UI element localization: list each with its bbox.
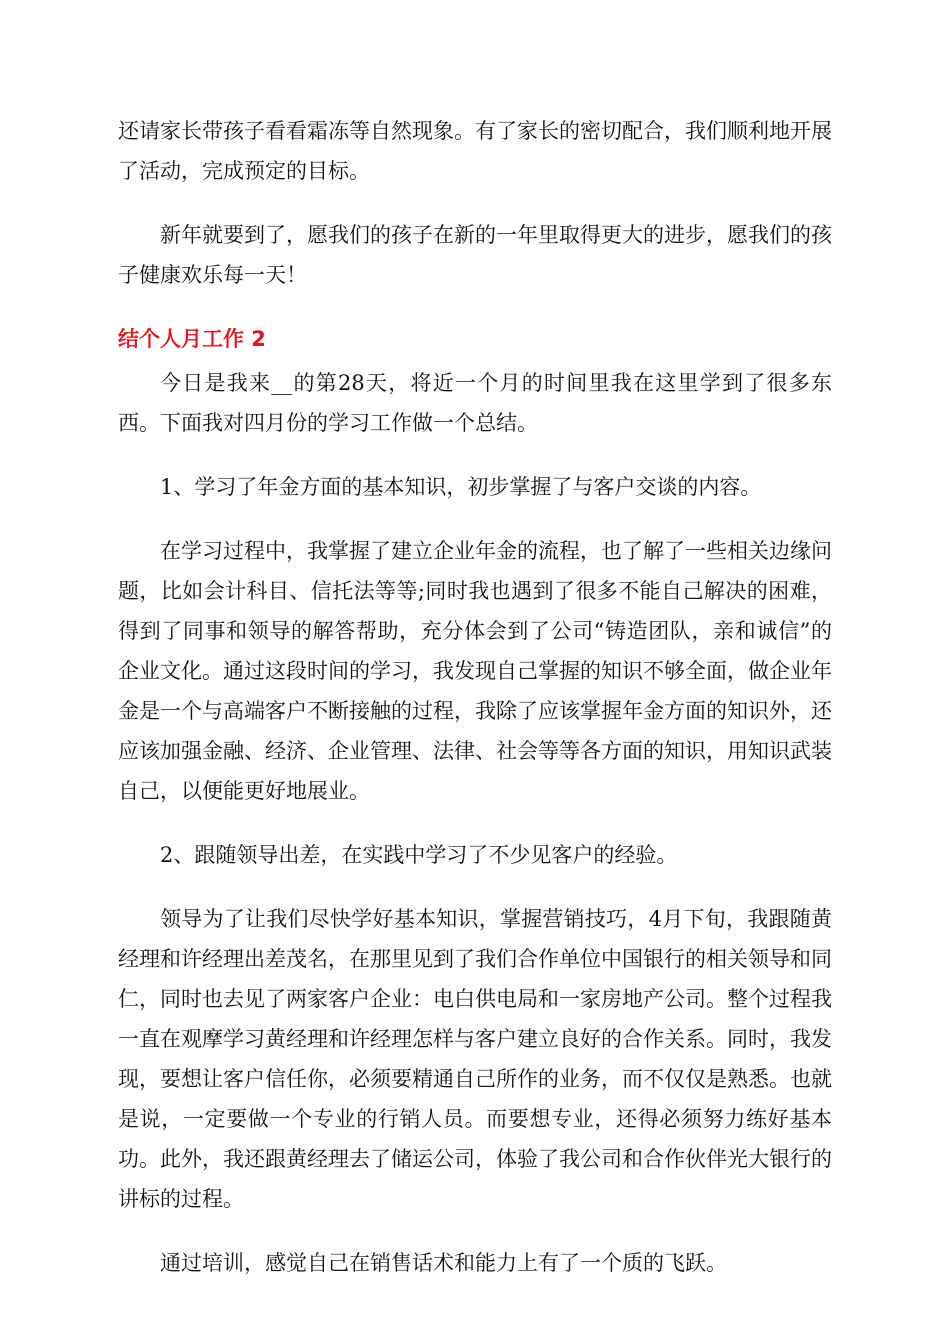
section-heading: 结个人月工作 2 [118, 327, 266, 351]
paragraph-intro: 今日是我来__的第28天，将近一个月的时间里我在这里学到了很多东西。下面我对四月份的学习工作做一个总结。 [118, 371, 832, 435]
paragraph-continuation: 还请家长带孩子看看霜冻等自然现象。有了家长的密切配合，我们顺利地开展了活动，完成预定的目标。 [118, 119, 832, 183]
document-body [118, 111, 832, 1307]
paragraph-training-result: 通过培训，感觉自己在销售话术和能力上有了一个质的飞跃。 [160, 1251, 727, 1275]
paragraph-point-1: 1、学习了年金方面的基本知识，初步掌握了与客户交谈的内容。 [160, 475, 762, 499]
paragraph-business-trip: 领导为了让我们尽快学好基本知识，掌握营销技巧，4月下旬，我跟随黄经理和许经理出差茂名，在那里见到了我们合作单位中国银行的相关领导和同仁，同时也去见了两家客户企业：电白供电局和一家房地产公司。整个过程我一直在观摩学习黄经理和许经理怎样与客户建立良好的合作关系。同时，我发现，要想让客户信任你，必须要精通自己所作的业务，而不仅仅是熟悉。也就是说，一定要做一个专业的行销人员。而要想专业，还得必须努力练好基本功。此外，我还跟黄经理去了储运公司，体验了我公司和合作伙伴光大银行的讲标的过程。 [118, 907, 832, 1211]
paragraph-learning-process: 在学习过程中，我掌握了建立企业年金的流程，也了解了一些相关边缘问题，比如会计科目、信托法等等;同时我也遇到了很多不能自己解决的困难，得到了同事和领导的解答帮助，充分体会到了公司“铸造团队，亲和诚信”的企业文化。通过这段时间的学习，我发现自己掌握的知识不够全面，做企业年金是一个与高端客户不断接触的过程，我除了应该掌握年金方面的知识外，还应该加强金融、经济、企业管理、法律、社会等等各方面的知识，用知识武装自己，以便能更好地展业。 [118, 539, 832, 803]
paragraph-point-2: 2、跟随领导出差，在实践中学习了不少见客户的经验。 [160, 843, 678, 867]
paragraph-new-year-wish: 新年就要到了，愿我们的孩子在新的一年里取得更大的进步，愿我们的孩子健康欢乐每一天！ [118, 223, 832, 287]
